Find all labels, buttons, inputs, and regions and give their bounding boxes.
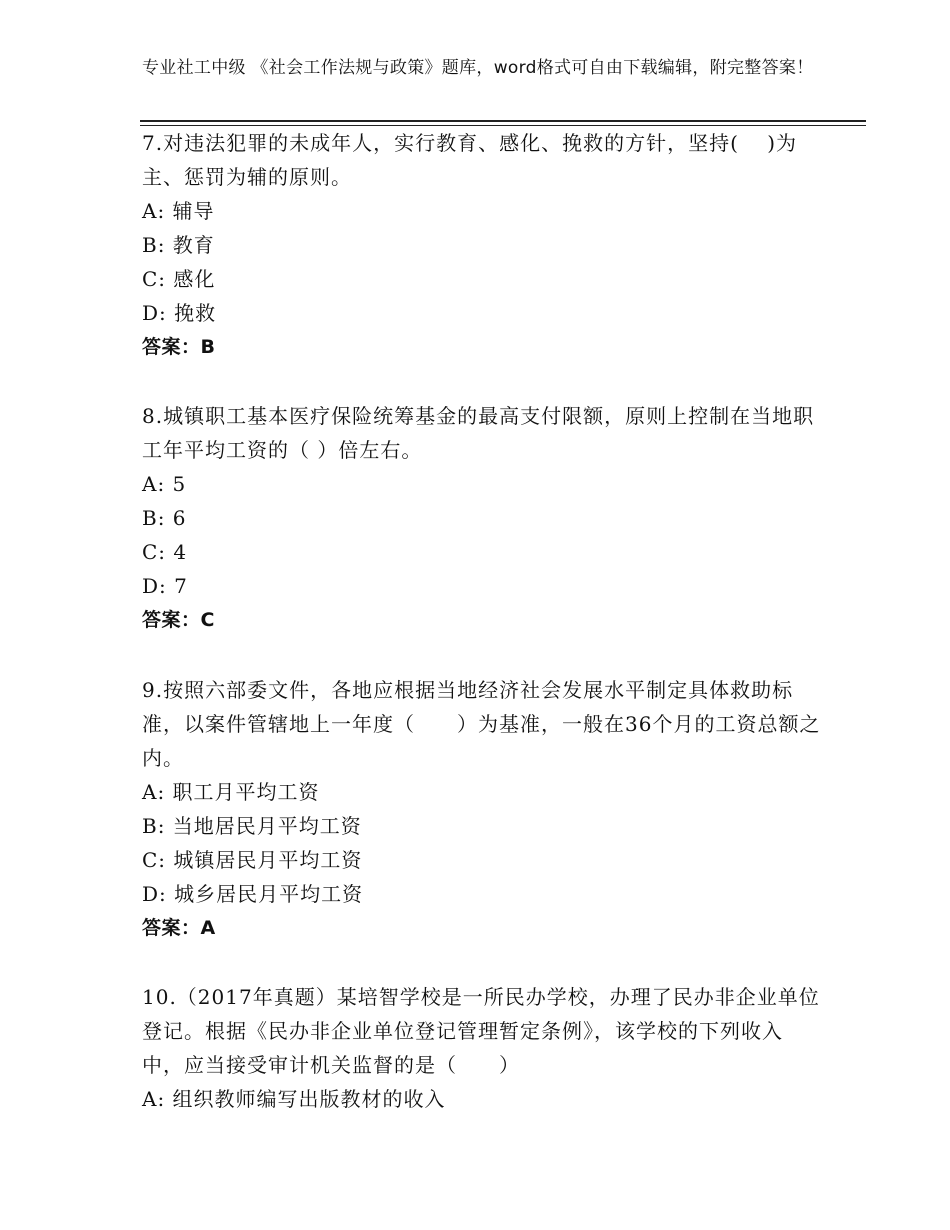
answer-label: 答案：A bbox=[142, 917, 216, 939]
option-c: C: 感化 bbox=[142, 267, 216, 291]
question-7 bbox=[142, 126, 822, 364]
option-a: A: 职工月平均工资 bbox=[142, 780, 320, 804]
option-c: C: 城镇居民月平均工资 bbox=[142, 848, 363, 872]
answer-label: 答案：B bbox=[142, 336, 216, 358]
option-b: B: 教育 bbox=[142, 233, 215, 257]
question-stem: 7.对违法犯罪的未成年人，实行教育、感化、挽救的方针，坚持( )为主、惩罚为辅的原则。 bbox=[142, 131, 798, 189]
option-c: C: 4 bbox=[142, 540, 188, 564]
header-divider-thick bbox=[140, 120, 866, 122]
question-stem: 8.城镇职工基本医疗保险统筹基金的最高支付限额，原则上控制在当地职工年平均工资的（ ）倍左右。 bbox=[142, 404, 815, 462]
option-b: B: 6 bbox=[142, 506, 187, 530]
option-a: A: 辅导 bbox=[142, 199, 215, 223]
option-b: B: 当地居民月平均工资 bbox=[142, 814, 362, 838]
question-stem: 10.（2017年真题）某培智学校是一所民办学校，办理了民办非企业单位登记。根据《民办非企业单位登记管理暂定条例》，该学校的下列收入中，应当接受审计机关监督的是（ ） bbox=[142, 985, 820, 1077]
question-8 bbox=[142, 399, 822, 637]
option-d: D: 7 bbox=[142, 574, 188, 598]
option-d: D: 城乡居民月平均工资 bbox=[142, 882, 364, 906]
answer-label: 答案：C bbox=[142, 609, 215, 631]
option-d: D: 挽救 bbox=[142, 301, 217, 325]
question-10 bbox=[142, 980, 822, 1116]
document-header: 专业社工中级 《社会工作法规与政策》题库，word格式可自由下载编辑，附完整答案！ bbox=[142, 58, 814, 78]
question-9 bbox=[142, 673, 822, 945]
option-a: A: 组织教师编写出版教材的收入 bbox=[142, 1087, 446, 1111]
question-stem: 9.按照六部委文件，各地应根据当地经济社会发展水平制定具体救助标准，以案件管辖地上一年度（ ）为基准，一般在36个月的工资总额之内。 bbox=[142, 678, 821, 770]
option-a: A: 5 bbox=[142, 472, 187, 496]
